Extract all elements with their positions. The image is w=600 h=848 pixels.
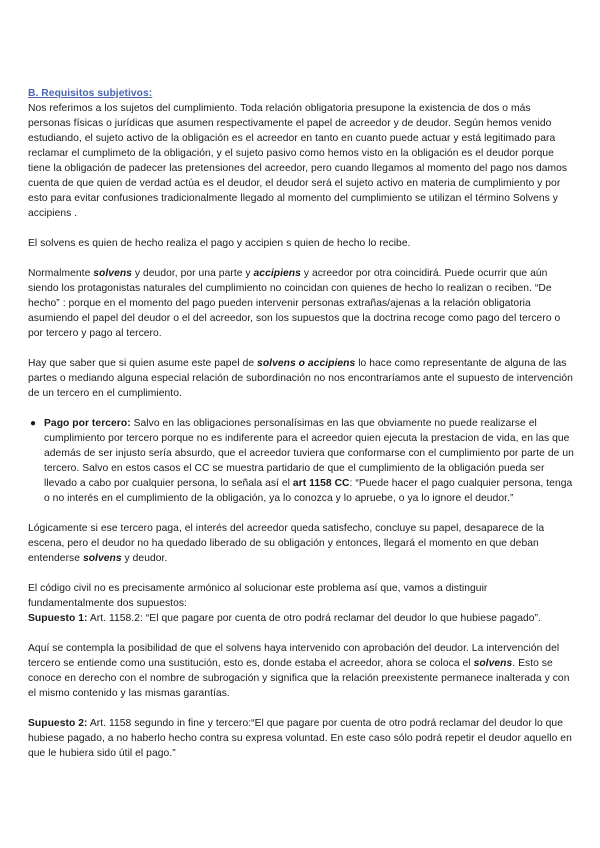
supuesto-1: Supuesto 1: Art. 1158.2: “El que pagare por cuenta de otro podrá reclamar del deudor lo que hubiese pagado”. [28, 613, 541, 624]
term-solvens-o-accipiens: solvens o accipiens [257, 358, 356, 369]
paragraph-codigo-civil: El código civil no es precisamente armónico al solucionar este problema así que, vamos a distinguir fundamentalmente dos supuestos: [28, 583, 488, 609]
term-solvens: solvens [473, 658, 513, 669]
supuesto-2-label: Supuesto 2: [28, 718, 88, 729]
paragraph-logicamente: Lógicamente si ese tercero paga, el interés del acreedor queda satisfecho, concluye su papel, desaparece de la escena, pero el deudor no ha quedado liberado de su obligación y entonces, llegará el momento en que deban entenderse solvens y deudor. [28, 523, 545, 564]
paragraph-representante: Hay que saber que si quien asume este papel de solvens o accipiens lo hace como representante de alguna de las partes o mediando alguna especial relación de subordinación no nos encontraríamos ante el supuesto de intervención de un tercero en el cumplimiento. [28, 358, 573, 399]
document-body [28, 86, 574, 761]
article-reference: art 1158 CC [292, 478, 350, 489]
paragraph-intro: Nos referimos a los sujetos del cumplimiento. Toda relación obligatoria presupone la existencia de dos o más personas físicas o jurídicas que asumen respectivamente el papel de acreedor y de deudor. Según hemos venido estudiando, el sujeto activo de la obligación es el acreedor en tanto en cuanto puede actuar y está legitimado para reclamar el cumplimeto de la obligación, y el sujeto pasivo como hemos visto en la obligación es el deudor porque tiene la obligación de padecer las pretensiones del acreedor, pero cuando llegamos al momento del pago nos damos cuenta de que quien de verdad actúa es el deudor, el deudor será el sujeto activo en materia de cumplimiento y por esto para evitar confusiones tradicionalmente llegado al momento del cumplimiento se utilizan el término Solvens y accipiens . [28, 103, 568, 219]
term-solvens: solvens [93, 268, 132, 279]
term-accipiens: accipiens [253, 268, 301, 279]
bullet-text: Pago por tercero: Salvo en las obligaciones personalísimas en las que obviamente no puede realizarse el cumplimiento por tercero porque no es indiferente para el acreedor quien ejecuta la prestacion de vida, en las que además de ser injusto sería absurdo, que el acreedor tuviera que conformarse con el cumplimiento por parte de un tercero. Salvo en estos casos el CC se muestra partidario de que el cumplimiento de la obligación pueda ser llevado a cabo por cualquier persona, lo señala así el art 1158 CC: “Puede hacer el pago cualquier persona, tenga o no interés en el cumplimiento de la obligación, ya lo conozca y lo apruebe, o ya lo ignore el deudor.” [44, 418, 574, 504]
paragraph-solvens-definition: El solvens es quien de hecho realiza el pago y accipien s quien de hecho lo recibe. [28, 238, 411, 249]
paragraph-aqui: Aquí se contempla la posibilidad de que el solvens haya intervenido con aprobación del deudor. La intervención del tercero se entiende como una sustitución, esto es, donde estaba el acreedor, ahora se coloca el solvens. Esto se conoce en derecho con el nombre de subrogación y significa que la relación preexistente permanece inalterada y con el mismo contenido y las mismas garantías. [28, 643, 570, 699]
paragraph-normalmente: Normalmente solvens y deudor, por una parte y accipiens y acreedor por otra coincidirá. Puede ocurrir que aún siendo los protagonistas naturales del cumplimiento no coincidan con quienes de hecho lo realizan o reciben. “De hecho” : porque en el momento del pago pueden intervenir personas extrañas/ajenas a la relación obligatoria asumiendo el papel del deudor o el del acreedor, son los supuestos que la doctrina recoge como pago del tercero o por tercero y pago al tercero. [28, 268, 561, 339]
supuesto-1-label: Supuesto 1: [28, 613, 88, 624]
section-heading: B. Requisitos subjetivos: [28, 88, 153, 99]
supuesto-2: Supuesto 2: Art. 1158 segundo in fine y tercero:“El que pagare por cuenta de otro podrá reclamar del deudor lo que hubiese pagado, a no haberlo hecho contra su expresa voluntad. En este caso sólo podrá repetir el deudor aquello en que le hubiera sido útil el pago.” [28, 718, 572, 759]
bullet-icon: ● [30, 418, 37, 429]
list-item-pago-por-tercero [28, 416, 574, 506]
bullet-label: Pago por tercero: [44, 418, 131, 429]
term-solvens: solvens [82, 553, 122, 564]
